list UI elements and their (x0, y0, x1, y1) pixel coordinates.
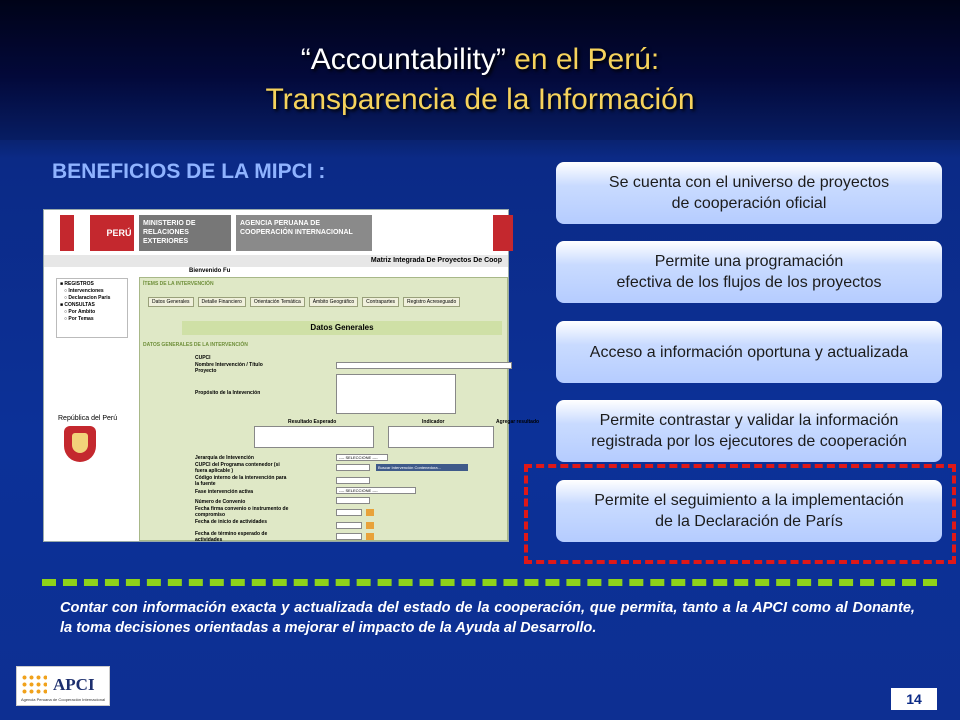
menu-item[interactable]: ○ Declaracion Paris (64, 295, 111, 301)
tab-ambito-geografico[interactable]: Ámbito Geográfico (309, 297, 358, 307)
datos-generales-bar: Datos Generales (182, 321, 502, 335)
mipci-screenshot (43, 209, 540, 543)
field-label: CUPCI del Programa contenedor (si fuera aplicable ) (195, 462, 280, 474)
tab-detalle-financiero[interactable]: Detalle Financiero (198, 297, 246, 307)
tab-orientacion-tematica[interactable]: Orientación Temática (250, 297, 305, 307)
page-number: 14 (891, 688, 937, 710)
field-label: Fecha de inicio de actividades (195, 519, 267, 525)
menu-item[interactable]: ■ CONSULTAS (60, 302, 95, 308)
benefit-box-acceso: Acceso a información oportuna y actualizada (556, 321, 942, 383)
field-label: Fecha de término esperado de actividades (195, 531, 268, 543)
buscar-intervencion-button[interactable]: Buscar Intervención Contenedora... (376, 464, 468, 471)
highlight-dashed-frame (524, 464, 956, 564)
menu-item[interactable]: ○ Intervenciones (64, 288, 104, 294)
field-label: Indicador (422, 419, 445, 425)
apci-logo-name: APCI (53, 675, 95, 694)
apci-logo (16, 666, 110, 706)
field-label: Jerarquía de Intevención (195, 455, 254, 461)
firma-date-input[interactable] (336, 509, 362, 516)
separator-dashed-line (42, 579, 937, 586)
nombre-input[interactable] (336, 362, 512, 369)
field-label: Resultado Esperado (288, 419, 337, 425)
peru-label: PERÚ (104, 215, 134, 251)
fase-select[interactable]: ---- SELECCIONE ---- (336, 487, 416, 494)
side-menu (56, 278, 128, 338)
indicador-textarea[interactable] (388, 426, 494, 448)
cupci-prog-input[interactable] (336, 464, 370, 471)
proposito-textarea[interactable] (336, 374, 456, 414)
apci-logo-subtitle: Agencia Peruana de Cooperación Internacional (21, 697, 106, 702)
field-label: Fecha firma convenio o instrumento de compromiso (195, 506, 289, 518)
menu-item[interactable]: ○ Por Temas (64, 316, 94, 322)
conclusion-text: Contar con información exacta y actualizada del estado de la cooperación, que permita, tanto a la APCI como al Donante, la toma decisiones orientadas a mejorar el impacto de la Ayuda al Desarrollo. (60, 600, 915, 636)
benefit-box-seguimiento: Permite el seguimiento a la implementación de la Declaración de París (556, 480, 942, 542)
section-heading: BENEFICIOS DE LA MIPCI : (52, 160, 326, 183)
field-label: Propósito de la Intevención (195, 390, 261, 396)
benefit-box-contrastar: Permite contrastar y validar la información registrada por los ejecutores de cooperación (556, 400, 942, 462)
calendar-icon[interactable] (366, 522, 374, 529)
intervention-form (139, 277, 540, 543)
tab-registro[interactable]: Registro Acreseguado (403, 297, 460, 307)
peru-flag-logo (60, 215, 104, 251)
title-line-1: “Accountability” en el Perú: (300, 43, 660, 76)
codigo-input[interactable] (336, 477, 370, 484)
datos-section-label: DATOS GENERALES DE LA INTERVENCIÓN (143, 342, 248, 348)
field-label: Agregar resultado (496, 419, 540, 425)
items-section-label: ÍTEMS DE LA INTERVENCIÓN (143, 281, 214, 287)
calendar-icon[interactable] (366, 533, 374, 540)
tab-contrapartes[interactable]: Contrapartes (362, 297, 399, 307)
convenio-input[interactable] (336, 497, 370, 504)
title-line-2: Transparencia de la Información (265, 83, 695, 116)
slide-title (0, 40, 960, 120)
welcome-text: Bienvenido Fu (189, 268, 231, 274)
field-label: Fase intervención activa (195, 489, 254, 495)
field-label: Nombre Intervención / Título Proyecto (195, 362, 263, 374)
republica-label: República del Perú (58, 415, 118, 422)
form-tabs (148, 297, 460, 307)
agency-banner: AGENCIA PERUANA DE COOPERACIÓN INTERNACIONAL (236, 215, 372, 251)
tab-datos-generales[interactable]: Datos Generales (148, 297, 194, 307)
coat-of-arms-icon (64, 426, 96, 462)
calendar-icon[interactable] (366, 509, 374, 516)
inicio-date-input[interactable] (336, 522, 362, 529)
jerarquia-select[interactable]: ---- SELECCIONE ---- (336, 454, 388, 461)
resultado-textarea[interactable] (254, 426, 374, 448)
apci-dots-icon (21, 674, 47, 694)
menu-item[interactable]: ■ REGISTROS (60, 281, 94, 287)
menu-item[interactable]: ○ Por Ambito (64, 309, 96, 315)
benefit-box-programacion: Permite una programación efectiva de los flujos de los proyectos (556, 241, 942, 303)
field-label: Código interno de la intervención para la fuente (195, 475, 287, 487)
termino-date-input[interactable] (336, 533, 362, 540)
red-logo-tab (493, 215, 513, 251)
field-label: CUPCI (195, 355, 211, 361)
field-label: Número de Convenio (195, 499, 246, 505)
benefit-box-universo: Se cuenta con el universo de proyectos de cooperación oficial (556, 162, 942, 224)
matrix-band-title: Matriz Integrada De Proyectos De Coop (44, 255, 508, 267)
ministry-banner: MINISTERIO DE RELACIONES EXTERIORES (139, 215, 231, 251)
